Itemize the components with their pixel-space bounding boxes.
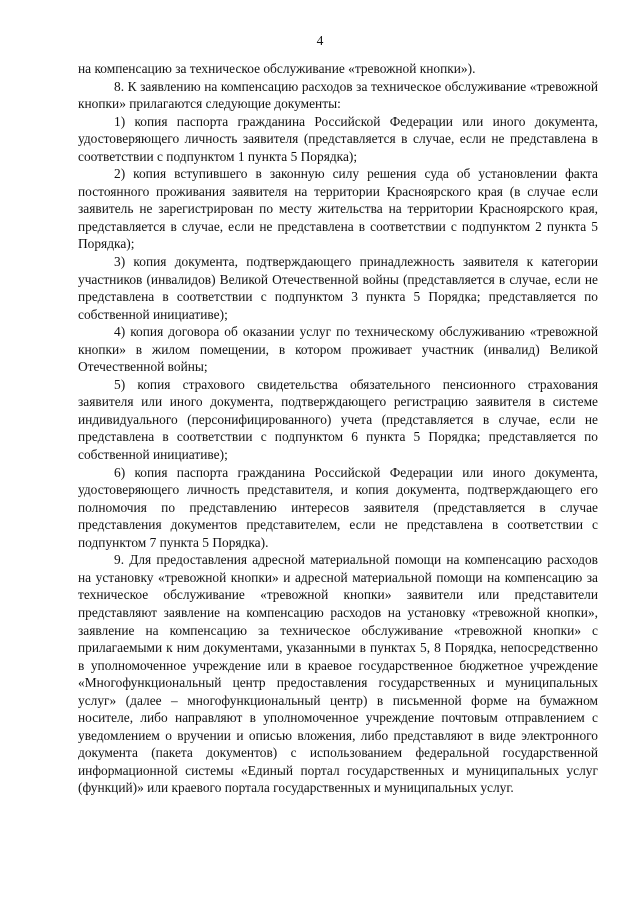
paragraph-item-8: 8. К заявлению на компенсацию расходов за техническое обслуживание «тревожной кнопки» прилагаются следующие документы: [78, 78, 598, 112]
paragraph-item-9: 9. Для предоставления адресной материальной помощи на компенсацию расходов на установку «тревожной кнопки» и адресной материальной помощи на компенсацию за техническое обслуживание «тревожной кнопки» заявители или представители представляют заявление на компенсацию расходов на установку «тревожной кнопки», заявление на компенсацию за техническое обслуживание «тревожной кнопки» с прилагаемыми к ним документами, указанными в пунктах 5, 8 Порядка, непосредственно в уполномоченное учреждение или в краевое государственное бюджетное учреждение «Многофункциональный центр предоставления государственных и муниципальных услуг» (далее – многофункциональный центр) в письменной форме на бумажном носителе, либо направляют в уполномоченное учреждение почтовым отправлением с уведомлением о вручении и описью вложения, либо представляют в виде электронного документа (пакета документов) с использованием федеральной государственной информационной системы «Единый портал государственных и муниципальных услуг (функций)» или краевого портала государственных и муниципальных услуг. [78, 552, 598, 796]
paragraph-subitem-2: 2) копия вступившего в законную силу решения суда об установлении факта постоянного проживания заявителя на территории Красноярского края (в случае если заявитель не зарегистрирован по месту жительства на территории Красноярского края, представляется в случае, если не представлена в соответствии с подпунктом 2 пункта 5 Порядка); [78, 166, 598, 252]
paragraph-subitem-3: 3) копия документа, подтверждающего принадлежность заявителя к категории участников (инвалидов) Великой Отечественной войны (представляется в случае, если не представлена в соответствии с подпунктом 3 пункта 5 Порядка; представляется по собственной инициативе); [78, 254, 598, 322]
paragraph-subitem-4: 4) копия договора об оказании услуг по техническому обслуживанию «тревожной кнопки» в жилом помещении, в котором проживает участник (инвалид) Великой Отечественной войны; [78, 324, 598, 375]
paragraph-subitem-5: 5) копия страхового свидетельства обязательного пенсионного страхования заявителя или иного документа, подтверждающего регистрацию заявителя в системе индивидуального (персонифицированного) учета (представляется в случае, если не представлена в соответствии с подпунктом 6 пункта 5 Порядка; представляется по собственной инициативе); [78, 376, 598, 463]
body-text [78, 60, 598, 797]
paragraph-subitem-6: 6) копия паспорта гражданина Российской Федерации или иного документа, удостоверяющего личность представителя, и копия документа, подтверждающего его полномочия по представлению интересов заявителя (представляется в случае представления документов представителем, если не представлена в соответствии с подпунктом 7 пункта 5 Порядка). [78, 464, 598, 550]
paragraph-continuation: на компенсацию за техническое обслуживание «тревожной кнопки»). [78, 61, 476, 76]
paragraph-subitem-1: 1) копия паспорта гражданина Российской Федерации или иного документа, удостоверяющего личность заявителя (представляется в случае, если не представлена в соответствии с подпунктом 1 пункта 5 Порядка); [78, 113, 598, 164]
page-number: 4 [316, 33, 324, 48]
